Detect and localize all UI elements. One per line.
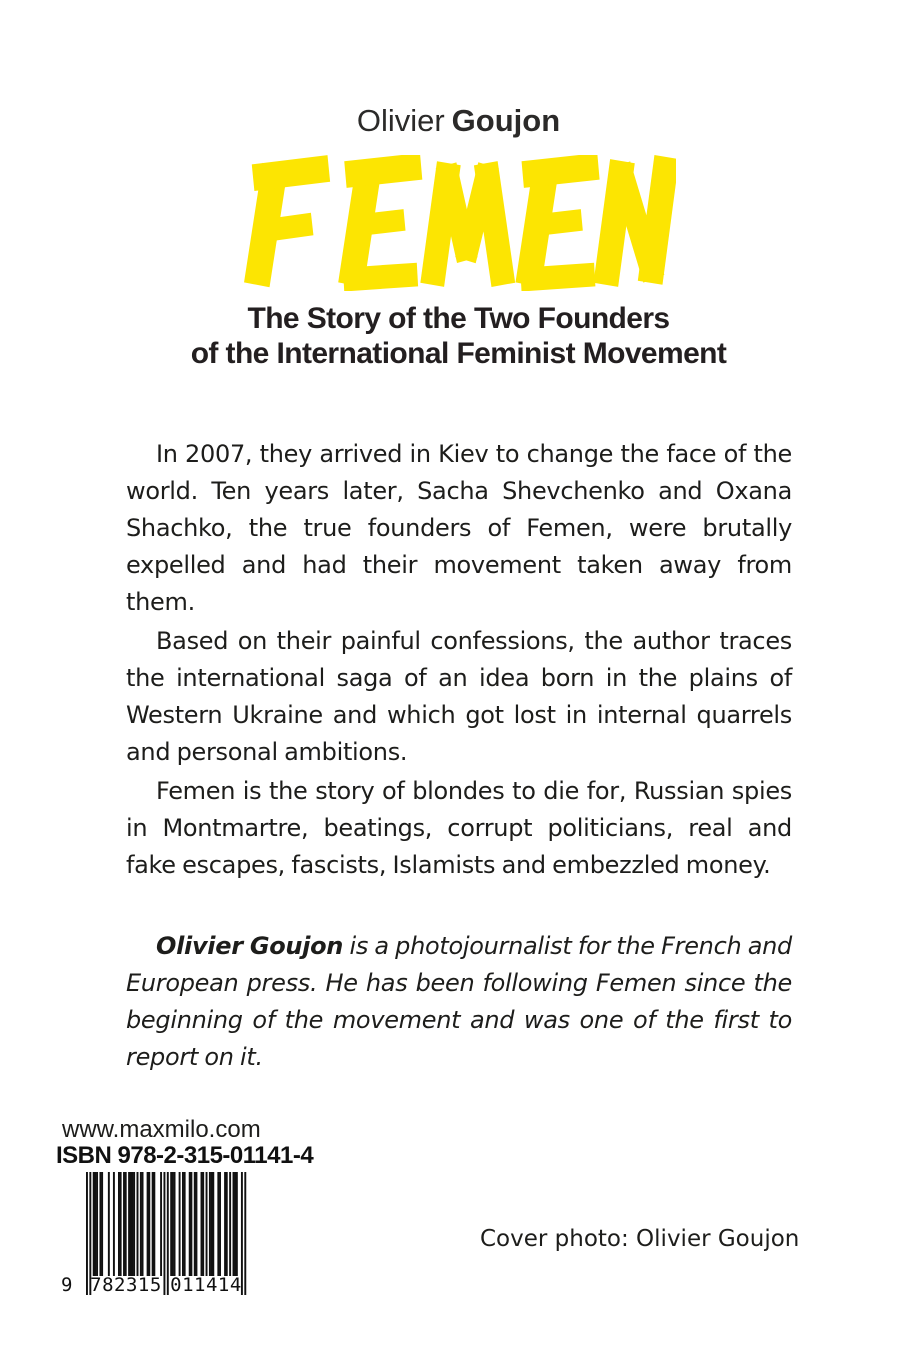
subtitle-line-1: The Story of the Two Founders <box>247 302 670 335</box>
author-bio-name: Olivier Goujon <box>156 932 344 960</box>
publisher-website: www.maxmilo.com <box>62 1116 261 1143</box>
femen-logo <box>242 155 676 291</box>
barcode-lead-digit: 9 <box>61 1274 73 1296</box>
femen-logo-icon <box>242 155 676 291</box>
cover-photo-credit: Cover photo: Olivier Goujon <box>480 1226 800 1252</box>
subtitle-line-2: of the International Feminist Movement <box>190 337 727 370</box>
blurb-paragraph-3: Femen is the story of blondes to die for, Russian spies in Montmartre, beatings, corrupt politicians, real and fake escapes, fascists, Islamists and embezzled money. <box>126 777 792 879</box>
author-bio-text: is a photojournalist for the French and European press. He has been following Femen since the beginning of the movement and was one of the first to report on it. <box>126 932 792 1071</box>
barcode-left-digits: 782315 <box>90 1274 162 1296</box>
author-last-name: Goujon <box>451 103 561 138</box>
book-subtitle <box>0 301 917 371</box>
author-name <box>0 103 917 139</box>
blurb-paragraph-1: In 2007, they arrived in Kiev to change the face of the world. Ten years later, Sacha Shevchenko and Oxana Shachko, the true founders of Femen, were brutally expelled and had their movement taken away from them. <box>126 440 792 616</box>
blurb-paragraph-2: Based on their painful confessions, the author traces the international saga of an idea born in the plains of Western Ukraine and which got lost in internal quarrels and personal ambitions. <box>126 627 792 766</box>
author-first-name: Olivier <box>356 103 445 138</box>
back-cover-blurb <box>126 436 792 1076</box>
ean13-barcode <box>61 1172 247 1296</box>
barcode-right-digits: 011414 <box>170 1274 242 1296</box>
isbn-label: ISBN 978-2-315-01141-4 <box>56 1142 314 1169</box>
author-bio <box>126 928 792 1076</box>
